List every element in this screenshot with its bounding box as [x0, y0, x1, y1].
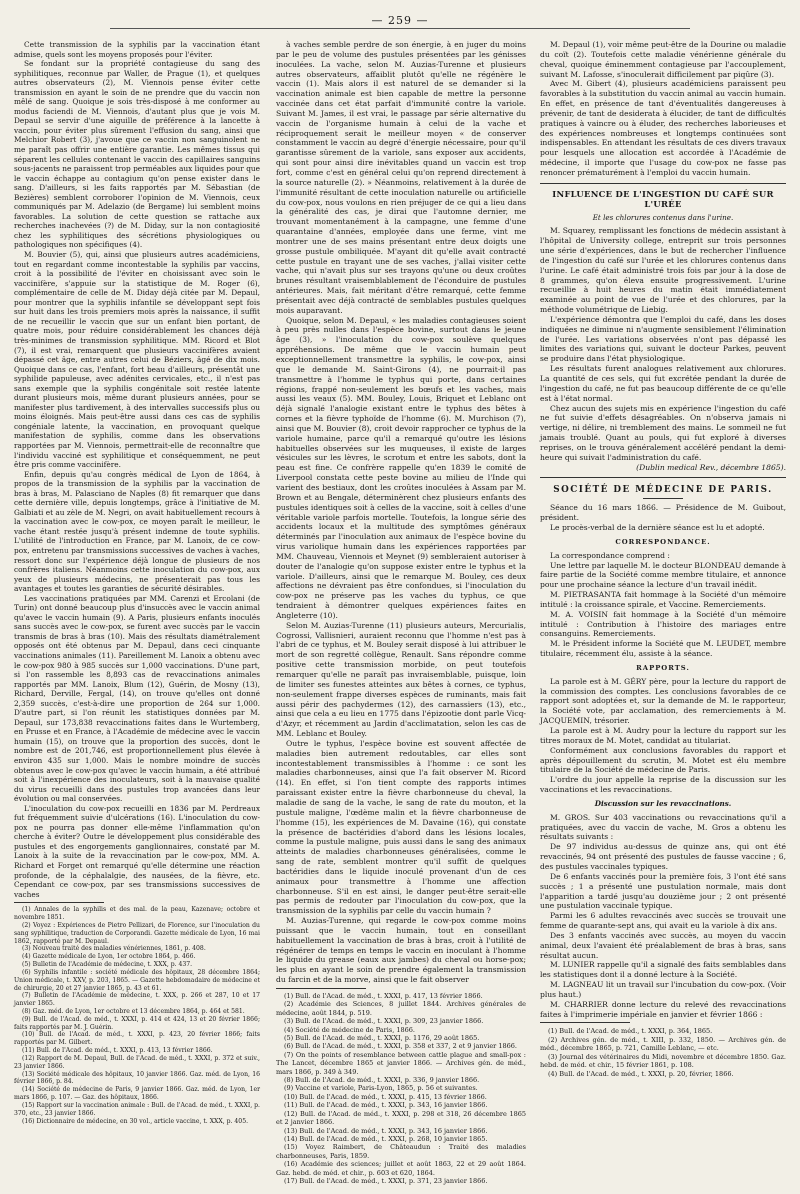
- paragraph: Avec M. Gibert (4), plusieurs académiciens paraissent peu favorables à la substitution du vaccin animal au vaccin humain. En effet, en présence de tant d'éventualités dangereuses à prévenir, de tant de desiderata à élucider, de tant de difficultés pratiques à vaincre ou à éluder, des recherches laborieuses et des expériences nombreuses et longtemps continuées sont indispensables. En attendant les résultats de ces divers travaux pour lesquels une allocation est accordée à l'Académie de médecine, il importe que l'usage du cow-pox ne fasse pas renoncer prématurément à l'emploi du vaccin humain.: [540, 79, 786, 177]
- paragraph: Selon M. Auzias-Turenne (11) plusieurs auteurs, Mercurialis, Cogrossi, Vallisnieri, auraient reconnu que l'homme n'est pas à l'abri de ce typhus, et M. Bouley serait disposé à lui attribuer le mort de son regretté collègue, Renault. Sans répondre comme positive cette transmission morbide, on peut toutefois remarquer qu'elle ne paraît pas invraisemblable, puisque, loin de limiter ses funestes atteintes aux bêtes à cornes, ce typhus, non-seulement frappe diverses espèces de ruminants, mais fait aussi périr des pachydermes (12), des carnassiers (13), etc., ainsi que cela a eu lieu en 1775 dans l'épizootie dont parle Vicq-d'Azyr, et récemment au Jardin d'acclimatation, selon les cas de MM. Leblanc et Bouley.: [276, 620, 526, 739]
- section-separator: [540, 477, 786, 478]
- paragraph: M. CHARRIER donne lecture du relevé des revaccinations faites à l'imprimerie impériale en janvier et février 1866 :: [540, 999, 786, 1019]
- footnote: (7) On the points of resemblance between cattle plague and small-pox : The Lancet, décembre 1865 et janvier 1866. — Archives gén. de méd., mars 1866, p. 349 à 349.: [276, 1050, 526, 1076]
- column-right: [540, 40, 786, 1078]
- footnote: (10) Bull. de l'Acad. de méd., t. XXXI, p. 423, 20 février 1866; faits rapportés par M. Gilbert.: [14, 1031, 260, 1047]
- column-middle: [276, 40, 526, 1185]
- paragraph: L'expérience démontra que l'emploi du café, dans les doses indiquées ne diminue ni n'augmente sensiblement l'élimination de l'urée. Les variations observées n'ont pas dépassé les limites des variations qui, suivant le docteur Parkes, peuvent se produire dans l'état physiologique.: [540, 314, 786, 364]
- article-source: (Dublin medical Rev., décembre 1865).: [636, 462, 786, 472]
- article-body-cafe: [540, 226, 786, 462]
- footnote: (15) Rapport sur la vaccination animale : Bull. de l'Acad. de méd., t. XXXI, p. 370, etc., 23 janvier 1866.: [14, 1101, 260, 1117]
- footnote: (12) Bull. de l'Acad. de méd., t. XXXI, p. 298 et 318, 26 décembre 1865 et 2 janvier 1866.: [276, 1109, 526, 1127]
- paragraph: M. A. VOISIN fait hommage à la Société d'un mémoire intitulé : Contribution à l'histoire des mariages entre consanguins. Remerciements.: [540, 609, 786, 639]
- title-underline: [643, 498, 683, 499]
- paragraph: De 6 enfants vaccinés pour la première fois, 3 l'ont été sans succès ; 1 a présenté une pustulation normale, mais dont l'apparition a tardé jusqu'au douzième jour ; 2 ont présenté une pustulation vaccinale typique.: [540, 871, 786, 911]
- paragraph: Enfin, depuis qu'au congrès médical de Lyon de 1864, à propos de la transmission de la syphilis par la vaccination de bras à bras, M. Palasciano de Naples (8) fit remarquer que dans cette dernière ville, depuis longtemps, grâce à l'initiative de M. Galbiati et au zèle de M. Negri, on avait habituellement recours à la vaccination avec le cow-pox, ce moyen paraît le meilleur, le vache étant restée jusqu'à présent indemne de toute syphilis. L'utilité de l'introduction en France, par M. Lanoix, de ce cow-pox, entretenu par transmissions successives de vaches à vaches, ressort donc sur l'expérience déjà longue de plusieurs de nos confrères italiens. Néanmoins cette inoculation du cow-pox, aux yeux de plusieurs médecins, ne présenterait pas tous les avantages et toutes les garanties de sécurité désirables.: [14, 469, 260, 594]
- footnote: (4) Bull. de l'Acad. de méd., t. XXXI, p. 20, février, 1866.: [548, 1069, 734, 1078]
- footnote: (4) Société de médecine de Paris, 1866.: [284, 1025, 415, 1034]
- paragraph: M. le Président informe la Société que M. LEUDET, membre titulaire, récemment élu, assiste à la séance.: [540, 639, 786, 659]
- footnote: (3) Nouveau traité des maladies vénériennes, 1861, p. 408.: [22, 945, 206, 953]
- footnote: (16) Académie des sciences; juillet et août 1863, 22 et 29 août 1864. Gaz. hebd. de méd. et chir., p. 603 et 620, 1864.: [276, 1160, 526, 1177]
- paragraph: De 97 individus au-dessus de quinze ans, qui ont été revaccinés, 94 ont présenté des pustules de fausse vaccine ; 6, des pustules vaccinales typiques.: [540, 842, 786, 871]
- footnote: (16) Dictionnaire de médecine, en 30 vol., article vaccine, t. XXX, p. 405.: [22, 1117, 249, 1125]
- paragraph: La correspondance comprend :: [550, 550, 670, 560]
- paragraph: M. Squarey, remplissant les fonctions de médecin assistant à l'hôpital de University college, entreprit sur trois personnes une série d'expériences, dans le but de rechercher l'influence de l'ingestion du café sur l'urée et les chlorures contenus dans l'urine. Le café était administré trois fois par jour à la dose de 8 grammes, qu'on éleva ensuite progressivement. L'urine recueillie à huit heures du matin était immédiatement examinée au point de vue de l'urée et des chlorures, par la méthode volumétrique de Liebig.: [540, 226, 786, 315]
- footnote: (11) Bull. de l'Acad. de méd., t. XXXI, p. 343, 16 janvier 1866.: [284, 1101, 488, 1110]
- article-subtitle-cafe: Et les chlorures contenus dans l'urine.: [592, 212, 734, 222]
- correspondence-heading: CORRESPONDANCE.: [615, 537, 711, 546]
- paragraph: à vaches semble perdre de son énergie, à en juger du moins par le peu de volume des pustules présentées par les génisses inoculées. La vache, selon M. Auzias-Turenne et plusieurs autres observateurs, affaiblit plutôt qu'elle ne régénère le vaccin (1). Mais alors il est naturel de se demander si la vaccination animale est bien capable de mettre la personne vaccinée dans cet état parfait d'immunité contre la variole. Suivant M. James, il est vrai, le passage par série alternative du vaccin de l'organisme humain à celui de la vache et réciproquement serait le meilleur moyen « de conserver constamment le vaccin au degré d'énergie nécessaire, pour qu'il garantisse sûrement de la variole, sans exposer aux accidents, qui sont pour ainsi dire inévitables quand un vaccin est trop fort, comme c'est en général celui qu'on reprend directement à la source naturelle (2). » Néanmoins, relativement à la durée de l'immunité résultant de cette inoculation naturelle ou artificielle du cow-pox, nous voulons en rien préjuger de ce qui a lieu dans la généralité des cas, je dirai que l'automne dernier, me trouvant momentanément à la campagne, une femme d'une quarantaine d'années, employée dans une ferme, vint me montrer une de ses mains présentant entre deux doigts une grosse pustule ombiliquée. M'ayant dit qu'elle avait contracté cette pustule en trayant une de ses vaches, j'allai visiter cette vache, qui n'avait plus sur ses trayons qu'une ou deux croûtes brunes résultant vraisemblablement de l'éconduire de pustules antérieures. Mais, fait méritant d'être remarqué, cette femme présentait avec déjà contracté de semblables pustules quelques mois auparavant.: [276, 40, 526, 315]
- footnote: (4) Gazette médicale de Lyon, 1er octobre 1864, p. 466.: [22, 953, 196, 961]
- footnote: (10) Bull. de l'Acad. de méd., t. XXXI, p. 415, 13 février 1866.: [284, 1092, 487, 1101]
- footnote: (2) Archives gén. de méd., t. XIII, p. 332, 1850. — Archives gén. de méd., décembre 1865, p. 721, Camille Leblanc, — etc.: [540, 1035, 786, 1053]
- paragraph: M. PIETRASANTA fait hommage à la Société d'un mémoire intitulé : la croissance spirale, et Vaccine. Remerciements.: [540, 590, 786, 609]
- column-left-footnotes: [14, 906, 260, 1125]
- paragraph: Des 3 enfants vaccinés avec succès, au moyen du vaccin animal, deux l'avaient été préalablement de bras à bras, sans résultat aucun.: [540, 930, 786, 960]
- correspondence-body: [540, 551, 786, 659]
- paragraph: Cette transmission de la syphilis par la vaccination étant admise, quels sont les moyens proposés pour l'éviter.: [14, 40, 260, 59]
- footnote: (17) Bull. de l'Acad. de méd., t. XXXI, p. 371, 23 janvier 1866.: [284, 1176, 488, 1185]
- footnote: (5) Bull. de l'Acad. de méd., t. XXXI, p. 1176, 29 août 1865.: [284, 1034, 480, 1043]
- footnote: (13) Bull. de l'Acad. de méd., t. XXXI, p. 343, 16 janvier 1866.: [284, 1126, 488, 1135]
- footnote: (11) Bull. de l'Acad. de méd., t. XXXI, p. 413, 13 février 1866.: [22, 1047, 213, 1055]
- footnote: (1) Bull. de l'Acad. de méd., t. XXXI, p. 417, 13 février 1866.: [284, 992, 483, 1000]
- footnote: (5) Bulletin de l'Académie de médecine, t. XXX, p. 437.: [22, 961, 193, 969]
- footnote: (12) Rapport de M. Depaul, Bull. de l'Acad. de méd., t. XXXI, p. 372 et suiv., 23 janvier 1866.: [14, 1054, 260, 1070]
- footnote-rule: [14, 902, 104, 903]
- paragraph: Chez aucun des sujets mis en expérience l'ingestion du café ne fut suivie d'effets désagréables. On n'observa jamais ni vertige, ni délire, ni tremblement des mains. Le sommeil ne fut jamais troublé. Quant au pouls, qui fut exploré à diverses reprises, on le trouva généralement accéléré pendant la demi-heure qui suivait l'administration du café.: [540, 403, 786, 462]
- paragraph: L'inoculation du cow-pox recueilli en 1836 par M. Perdreaux fut fréquemment suivie d'ulcérations (16). L'inoculation du cow-pox ne pourra pas donner elle-même l'inflammation qu'on cherche à éviter? Outre le développement plus considérable des pustules et des engorgements ganglionnaires, constaté par M. Lanoix à la suite de la revaccination par le cow-pox, MM. A. Richard et Forget ont remarqué qu'elle détermine une réaction profonde, de la céphalalgie, des nausées, de la fièvre, etc. Cependant ce cow-pox, par ses transmissions successives de vaches: [14, 803, 260, 899]
- column-left-body: [14, 40, 260, 899]
- paragraph: Quoique, selon M. Depaul, « les maladies contagieuses soient à peu près nulles dans l'espèce bovine, surtout dans le jeune âge (3), » l'inoculation du cow-pox soulève quelques appréhensions. De même que le vaccin humain peut exceptionnellement transmettre la syphilis, le cow-pox, ainsi que le demande M. Saint-Girons (4), ne pourrait-il pas transmettre à l'homme le typhus qui porte, dans certaines régions, frappé non-seulement les bœufs et les vaches, mais aussi les veaux (5). MM. Bouley, Louis, Briquet et Leblanc ont déjà signalé l'analogie existant entre le typhus des bêtes à cornes et la fièvre typhoïde de l'homme (6). M. Murchison (7), ainsi que M. Bouvier (8), croit devoir rapprocher ce typhus de la variole humaine, parce qu'il a remarqué qu'outre les lésions habituelles observées sur les muqueuses, il existe de larges vésicules sur les lèvres, le scrotum et entre les sabots, dont la peau est fine. Ce confrère rappelle qu'en 1839 le comité de Liverpool constata cette peste bovine au milieu de l'Inde qui varient des bestiaux, dont les croûtes inoculées à Assam par M. Brown et au Bengale, déterminèrent chez plusieurs enfants des pustules identiques soit à celles de la vaccine, soit à celles d'une véritable variole parfois mortelle. Toutefois, la longue série des accidents locaux et la multitude des symptômes généraux déterminés par l'inoculation aux animaux de l'espèce bovine du virus variolique humain dans les expériences rapportées par MM. Chauveau, Viennois et Meynet (9) sembleraient autoriser à douter de l'analogie qu'on suppose exister entre le typhus et la variole. D'ailleurs, ainsi que le remarque M. Bouley, ces deux affections ne dévraient pas être confondues, si l'inoculation du cow-pox ne préserve pas les vaches du typhus, ce que tendraient à démontrer quelques expériences faites en Angleterre (10).: [276, 315, 526, 620]
- paragraph: Les résultats furent analogues relativement aux chlorures. La quantité de ces sels, qui fut excrétée pendant la durée de l'ingestion du café, ne fut pas beaucoup différente de ce qu'elle est à l'état normal.: [540, 364, 786, 403]
- article-title-cafe: INFLUENCE DE L'INGESTION DU CAFÉ SUR L'URÉE: [552, 188, 774, 209]
- footnote: (8) Gaz. méd. de Lyon, 1er octobre et 13 décembre 1864, p. 464 et 581.: [22, 1007, 245, 1015]
- column-middle-footnotes: [276, 992, 526, 1185]
- header-rule: [110, 28, 690, 29]
- footnote: (14) Bull. de l'Acad. de méd., t. XXXI, p. 268, 10 janvier 1865.: [284, 1134, 488, 1143]
- paragraph: Se fondant sur la propriété contagieuse du sang des syphilitiques, reconnue par Waller, de Prague (1), et quelques autres observateurs (2), M. Viennois pense éviter cette transmission en ayant le soin de ne prendre que du vaccin non mêlé de sang. Quoique je sois très-disposé à me conformer au modus faciendi de M. Viennois, d'autant plus que je vois M. Depaul se servir d'une aiguille de préférence à la lancette à vaccin, pour éviter plus sûrement l'effusion du sang, ainsi que Melchior Robert (3), j'avoue que ce vaccin non sanguinolent ne me paraît pas offrir une entière garantie. Les mêmes tissus qui séparent les cellules contenant le vaccin des capillaires sanguins sous-jacents ne paraissent trop perméables aux liquides pour que le vaccin échappe au contagium qu'on pense exister dans le sang. D'ailleurs, si les faits rapportés par M. Sébastian (de Bezières) semblent corroborer l'opinion de M. Viennois, ceux communiqués par M. Adelazio (de Bergame) lui semblent moins favorables. La solution de cette question se rattache aux recherches inachevées (?) de M. Diday, sur la non contagiosité chez les syphilitiques des sécrétions physiologiques ou pathologiques non spécifiques (4).: [14, 59, 260, 250]
- column-right-intro: [540, 40, 786, 178]
- footnote-rule: [540, 1022, 630, 1023]
- footnote: (3) Journal des vétérinaires du Midi, novembre et décembre 1850. Gaz. hebd. de méd. et chir., 15 février 1861, p. 108.: [540, 1052, 786, 1070]
- footnote: (9) Vaccine et variole, Paris-Lyon, 1865, p. 56 et suivantes.: [284, 1084, 478, 1093]
- discussion-heading: Discussion sur les revaccinations.: [594, 798, 732, 808]
- footnote: (9) Bull. de l'Acad. de méd., t. XXXI, p. 414 et 424, 13 et 20 février 1866; faits rapportés par M. J. Guérin.: [14, 1015, 260, 1031]
- footnote: (1) Annales de la syphilis et des mal. de la peau, Kazenave; octobre et novembre 1851.: [14, 906, 260, 922]
- paragraph: Outre le typhus, l'espèce bovine est souvent affectée de maladies bien autrement redoutables, car elles sont incontestablement transmissibles à l'homme : ce sont les maladies charbonneuses, ainsi que l'a fait observer M. Ricord (14). En effet, si l'on tient compte des rapports intimes paraissant exister entre la fièvre charbonneuse du cheval, la maladie de sang de la vache, le sang de rate du mouton, et la pustule maligne, l'œdème malin et la fièvre charbonneuse de l'homme (15), les expériences de M. Davaine (16), qui constate la présence de bactéridies d'abord dans les lésions locales, comme la pustule maligne, puis aussi dans le sang des animaux atteints de maladies charbonneuses généralisées, comme le sang de rate, semblent montrer qu'il suffit de quelques bactéridies dans le liquide inoculé provenant d'un de ces animaux pour transmettre à l'homme une affection charbonneuse. S'il en est ainsi, le danger peut-être serait-elle pas permis de redouter par l'inoculation du cow-pox, que la transmission de la syphilis par celle du vaccin humain ?: [276, 738, 526, 916]
- society-title: SOCIÉTÉ DE MÉDECINE DE PARIS.: [553, 485, 773, 496]
- footnote: (15) Voyez Raimbert, de Châteaudun : Traité des maladies charbonneuses, Paris, 1859.: [276, 1143, 526, 1160]
- paragraph: M. Auzias-Turenne, qui regarde le cow-pox comme moins puissant que le vaccin humain, tout en conseillant habituellement la vaccination de bras à bras, croit à l'utilité de régénérer de temps en temps le vaccin en inoculant à l'homme le liquide du grease (eaux aux jambes) du cheval ou horse-pox; les plus en ayant le soin de prendre également la transmission du farcin et de la morve, ainsi que le fait observer: [276, 916, 526, 985]
- paragraph: Les vaccinations pratiquées par MM. Carenzi et Ercolani (de Turin) ont donné beaucoup plus d'insuccès avec le vaccin animal qu'avec le vaccin humain (9). A Paris, plusieurs enfants inoculés sans succès avec le cow-pox, se furent avec succès par le vaccin transmis de bras à bras (10). Mais des résultats diamétralement opposés ont été obtenus par M. Depaul, dans ceci cinquante vaccinations animales (11). Pareillement M. Lanoix a obtenu avec le cow-pox 980 à 985 succès sur 1,000 vaccinations. D'une part, si l'on rassemble les 8,893 cas de revaccinations animales rapportés par MM. Lanoix, Blum (12), Guérin, de Mosny (13), Richard, Derville, Fergal, (14), on trouve qu'elles ont donné 2,359 succès, c'est-à-dire une proportion de 264 sur 1,000. D'autre part, si l'on réunit les statistiques données par M. Depaul, sur 173,838 revaccinations faites dans le Wurtemberg, en Prusse et en France, à l'Académie de médecine avec le vaccin humain (15), on trouve que la proportion des succès, dont le nombre est de 201,746, est proportionnellement plus élevée à environ 435 sur 1,000. Mais le nombre moindre de succès obtenus avec le cow-pox qu'avec le vaccin humain, a été attribué soit à l'inexpérience des inoculateurs, soit à la mauvaise qualité du virus recueilli dans des pustules trop avancées dans leur évolution ou mal conservées.: [14, 593, 260, 804]
- page-number: — 259 —: [371, 14, 429, 27]
- reports-body: [540, 677, 786, 795]
- paragraph: La parole est à M. Audry pour la lecture du rapport sur les titres moraux de M. Motet, candidat au titulariat.: [540, 726, 786, 745]
- footnote-rule: [276, 988, 366, 989]
- paragraph: Parmi les 6 adultes revaccinés avec succès se trouvait une femme de quarante-sept ans, qui avait eu la variole à dix ans.: [540, 911, 786, 931]
- footnote: (3) Bull. de l'Acad. de méd., t. XXXI, p. 309, 23 janvier 1866.: [284, 1017, 484, 1026]
- discussion-body: [540, 813, 786, 1020]
- column-left: [14, 40, 260, 1125]
- minutes-line: Le procès-verbal de la dernière séance est lu et adopté.: [550, 522, 765, 532]
- column-right-footnotes: [540, 1027, 786, 1077]
- section-separator: [540, 183, 786, 184]
- paragraph: L'ordre du jour appelle la reprise de la discussion sur les vaccinations et les revaccinations.: [540, 775, 786, 795]
- footnote: (1) Bull. de l'Acad. de méd., t. XXXI, p. 364, 1865.: [548, 1027, 713, 1036]
- footnote: (8) Bull. de l'Acad. de méd., t. XXXI, p. 336, 9 janvier 1866.: [284, 1076, 480, 1085]
- footnote: (2) Académie des Sciences, 8 juillet 1844. Archives générales de médecine, août 1844, p. 519.: [276, 1000, 526, 1017]
- paragraph: Une lettre par laquelle M. le docteur BLONDEAU demande à faire partie de la Société comme membre titulaire, et annonce pour une prochaine séance la lecture d'un travail inédit.: [540, 560, 786, 590]
- column-middle-body: [276, 40, 526, 985]
- paragraph: M. LUNIER rappelle qu'il a signalé des faits semblables dans les statistiques dont il a donné lecture à la Société.: [540, 960, 786, 980]
- footnote: (7) Bulletin de l'Académie de médecine, t. XXX, p. 266 et 287, 10 et 17 janvier 1865.: [14, 992, 260, 1008]
- footnote: (6) Bull. de l'Acad. de méd., t. XXXI, p. 358 et 337, 2 et 9 janvier 1866.: [284, 1042, 517, 1051]
- paragraph: M. Depaul (1), voir même peut-être de la Dourine ou maladie du coït (2). Toutefois cette maladie vénérienne générale du cheval, quoique éminemment contagieuse par l'accouplement, suivant M. Lafosse, s'inoculerait difficilement par piqûre (3).: [540, 40, 786, 79]
- session-header: Séance du 16 mars 1866. — Présidence de M. Guibout, président.: [540, 503, 786, 523]
- footnote: (13) Société médicale des hôpitaux, 10 janvier 1866. Gaz. méd. de Lyon, 16 février 1866, p. 84.: [14, 1070, 260, 1086]
- paragraph: La parole est à M. GÉRY père, pour la lecture du rapport de la commission des comptes. Les conclusions favorables de ce rapport sont adoptées et, sur la demande de M. le rapporteur, la Société vote, par acclamation, des remerciements à M. JACQUEMIN, trésorier.: [540, 676, 786, 726]
- paragraph: M. LAGNEAU lit un travail sur l'incubation du cow-pox. (Voir plus haut.): [540, 980, 786, 999]
- paragraph: Conformément aux conclusions favorables du rapport et après dépouillement du scrutin, M. Motet est élu membre titulaire de la Société de médecine de Paris.: [540, 745, 786, 775]
- footnote: (14) Société de médecine de Paris, 9 janvier 1866. Gaz. méd. de Lyon, 1er mars 1866, p. 107. — Gaz. des hôpitaux, 1866.: [14, 1086, 260, 1102]
- paragraph: M. GROS. Sur 403 vaccinations ou revaccinations qu'il a pratiquées, avec du vaccin de vache, M. Gros a obtenu les résultats suivants :: [540, 812, 786, 842]
- footnote: (6) Syphilis infantile : société médicale des hôpitaux, 28 décembre 1864; Union médicale, t. XXV, p. 203, 1865. — Gazette hebdomadaire de médecine et de chirurgie, 20 et 27 janvier 1865, p. 43 et 61.: [14, 968, 260, 992]
- paragraph: M. Bouvier (5), qui, ainsi que plusieurs autres académiciens, tout en regardant comme incontestable la syphilis par vaccins, croit à la possibilité de l'éviter en choisissant avec soin le vaccinifère, s'appuie sur la statistique de M. Roger (6), complémentaire de celle de M. Diday déjà citée par M. Depaul, pour montrer que la syphilis infantile se développant sept fois sur huit dans les trois premiers mois après la naissance, il suffit de ne recueillir le vaccin que sur un enfant bien portant, de quatre mois, pour réduire considérablement les chances déjà très-minimes de transmission syphilitique. MM. Ricord et Blot (7), il est vrai, remarquent que plusieurs vaccinifères avaient dépassé cet âge, entre autres celui de Béziers, âgé de dix mois. Quoique dans ce cas, l'enfant, fort beau d'ailleurs, présentât une syphilide papuleuse, avec adénites cervicales, etc., il n'est pas sans exemple que la syphilis congénitale soit restée latente durant plusieurs mois, même durant plusieurs années, pour se manifester plus tardivement, à des intervalles successifs plus ou moins éloignés. Mais peut-être aussi dans ces cas de syphilis congéniale latente, la vaccination, en provoquant quelque manifestation de syphilis, comme dans les observations rapportées par M. Viennois, permettrait-elle de reconnaître que l'individu vacciné est syphilitique et conséquemment, ne peut être pris comme vaccinifère.: [14, 250, 260, 470]
- footnote: (2) Voyez : Expériences de Pietro Pellizari, de Florence, sur l'inoculation du sang syphilitique, traduction de Corporandi. Gazette médicale de Lyon, 16 mai 1862, rapporté par M. Depaul.: [14, 921, 260, 945]
- reports-heading: RAPPORTS.: [636, 663, 690, 672]
